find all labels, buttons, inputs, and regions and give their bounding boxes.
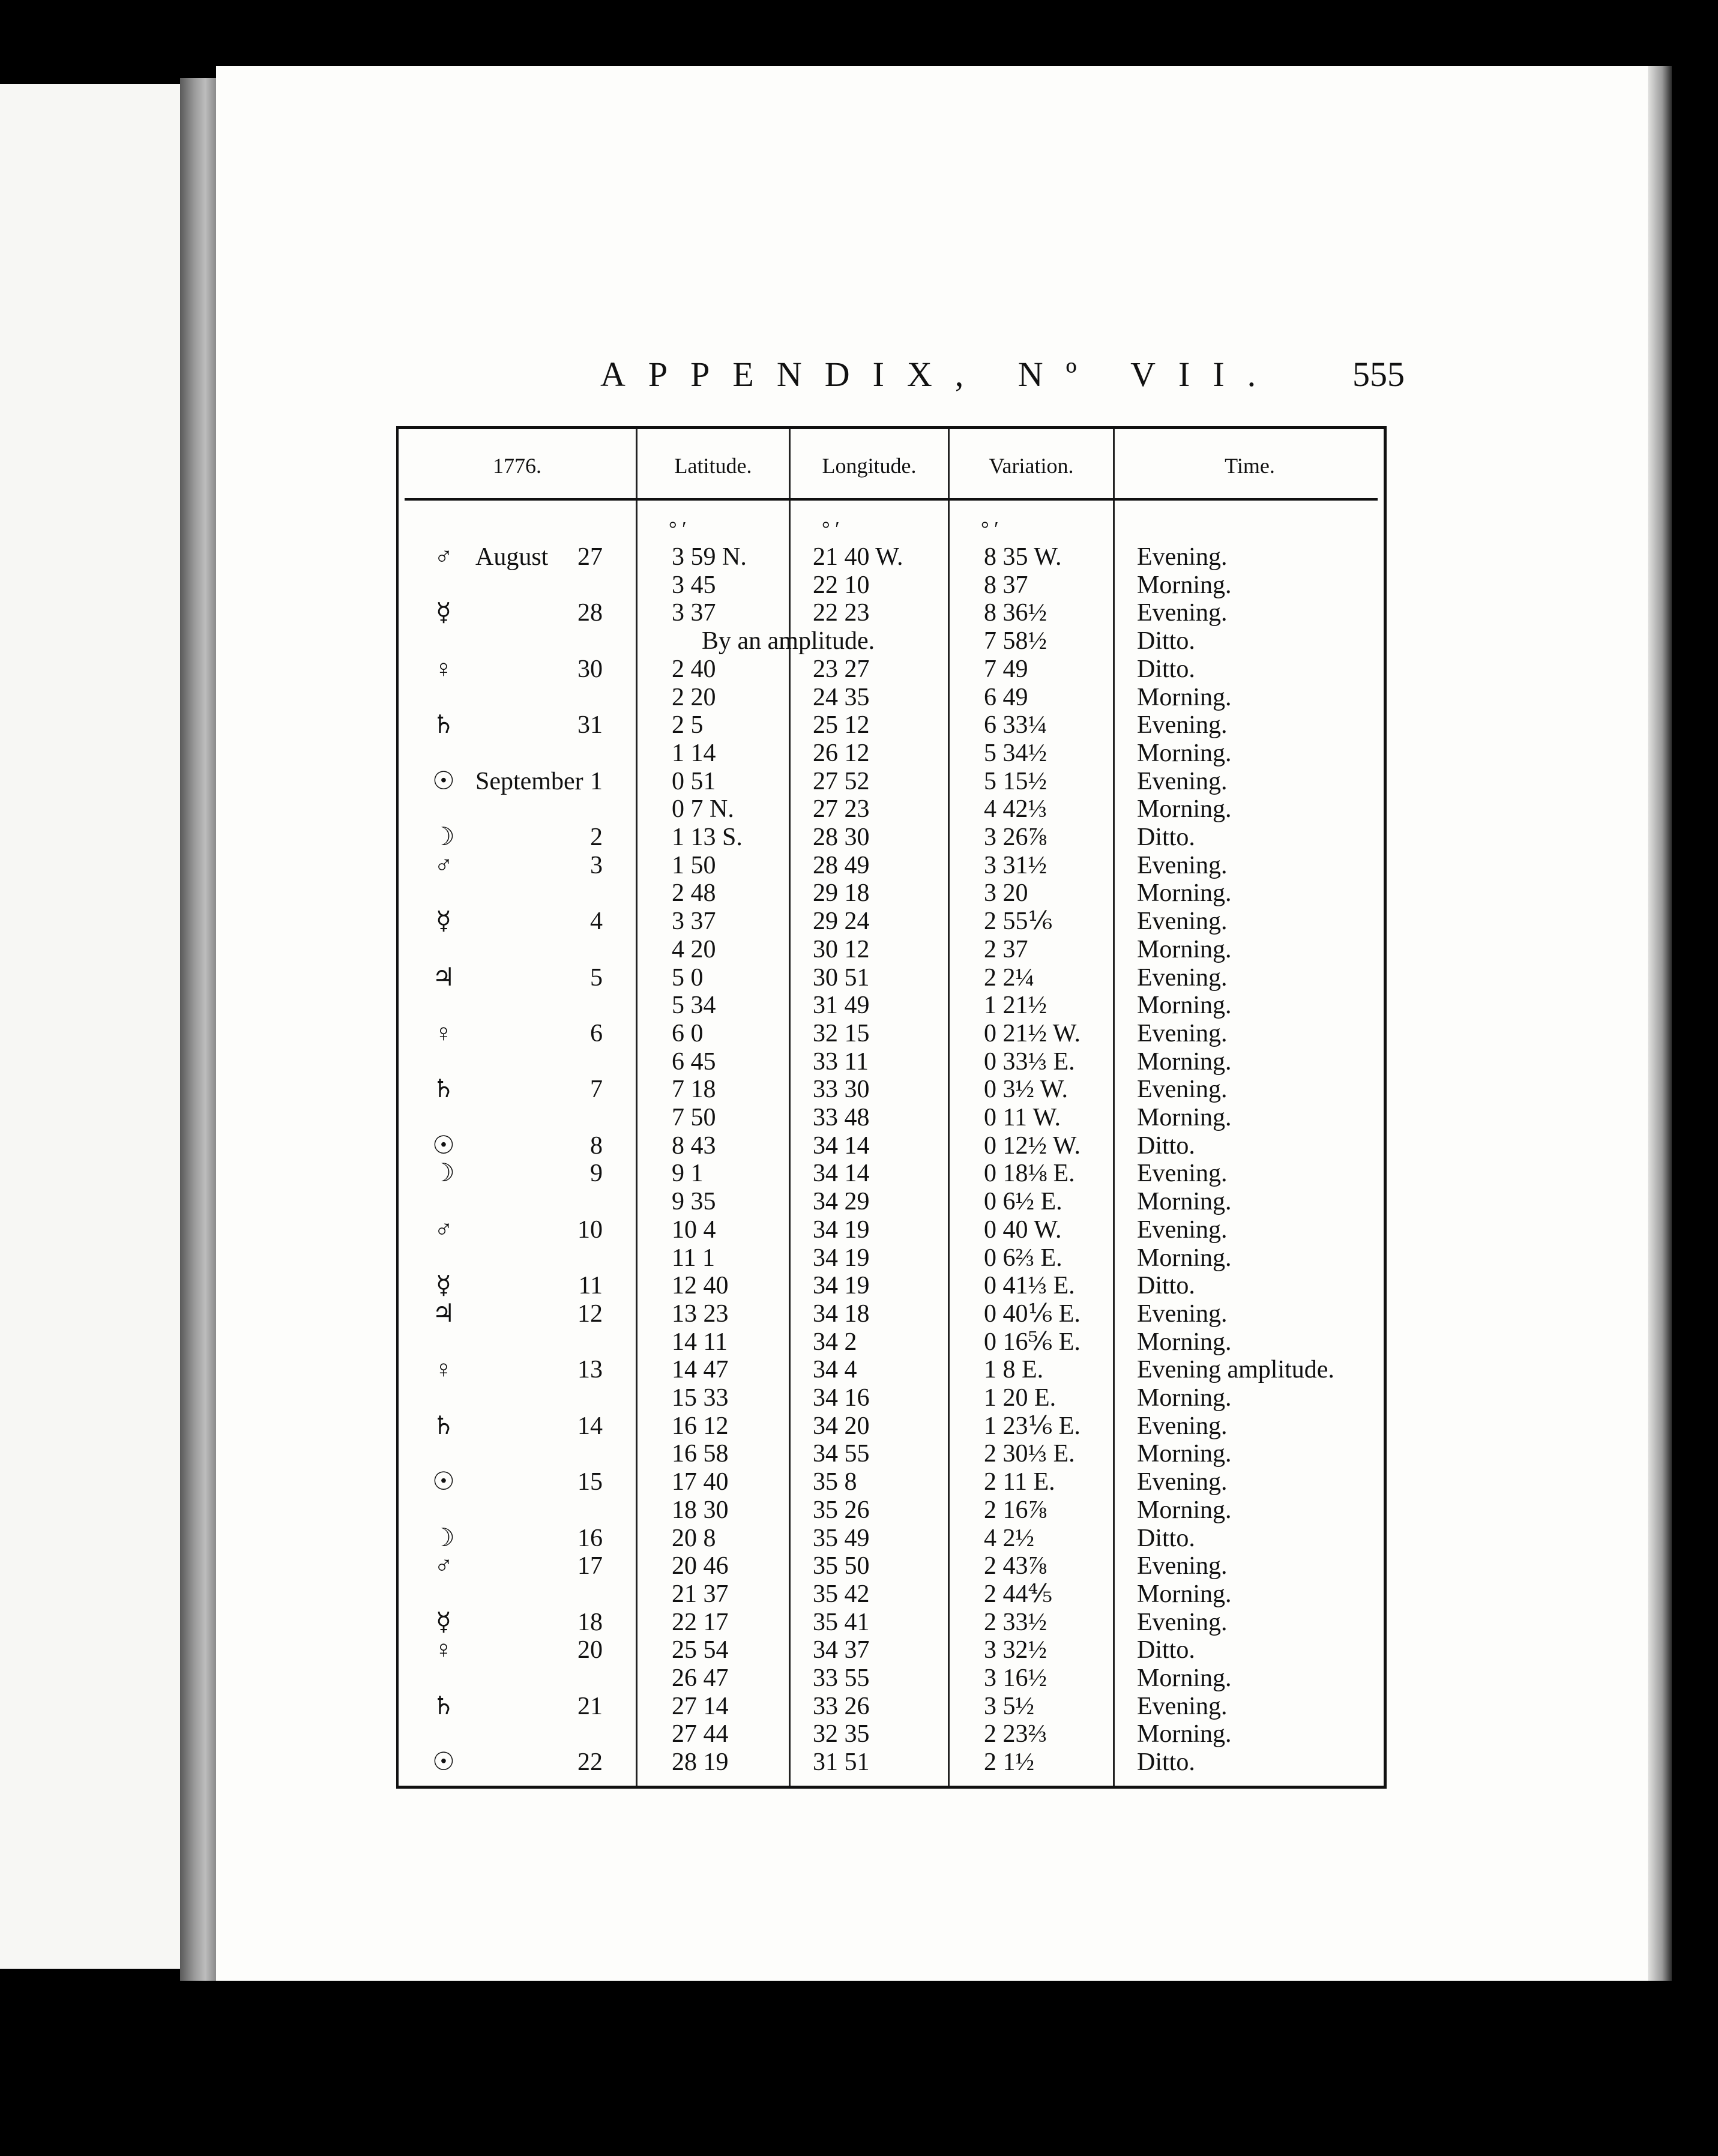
time-cell: Ditto. xyxy=(1137,1524,1195,1552)
variation-cell: 5 34½ xyxy=(984,739,1047,767)
variation-cell: 0 33⅓ E. xyxy=(984,1047,1075,1076)
latitude-cell: 9 35 xyxy=(672,1188,716,1216)
latitude-cell: 15 33 xyxy=(672,1384,729,1412)
table-row xyxy=(399,1525,1384,1553)
latitude-cell: 5 0 xyxy=(672,963,704,992)
time-cell: Morning. xyxy=(1137,1328,1232,1356)
time-cell: Evening. xyxy=(1137,1215,1228,1244)
planet-symbol: ☽ xyxy=(432,1524,455,1552)
variation-cell: 0 11 W. xyxy=(984,1104,1061,1131)
table-row xyxy=(399,1076,1384,1104)
col-head-year: 1776. xyxy=(493,454,541,478)
time-cell: Morning. xyxy=(1137,1384,1232,1412)
variation-cell: 2 1½ xyxy=(984,1748,1034,1777)
variation-cell: 2 43⅞ xyxy=(984,1552,1047,1580)
longitude-cell: 34 18 xyxy=(813,1299,870,1328)
longitude-cell: 35 41 xyxy=(813,1608,870,1636)
planet-symbol: ☿ xyxy=(436,599,451,627)
table-row xyxy=(399,1104,1384,1132)
time-cell: Evening. xyxy=(1137,767,1228,795)
latitude-cell: 8 43 xyxy=(672,1131,716,1160)
variation-cell: 0 12½ W. xyxy=(984,1131,1081,1160)
planet-symbol: ♂ xyxy=(434,851,453,879)
table-row xyxy=(399,1160,1384,1188)
variation-cell: 6 33¼ xyxy=(984,711,1047,739)
latitude-cell: 18 30 xyxy=(672,1496,729,1524)
planet-symbol: ♄ xyxy=(432,1692,455,1720)
longitude-cell: 21 40 W. xyxy=(813,543,903,571)
variation-cell: 0 3½ W. xyxy=(984,1076,1068,1104)
table-row xyxy=(399,824,1384,852)
table-row xyxy=(399,879,1384,908)
table-row xyxy=(399,571,1384,600)
day-cell: 7 xyxy=(590,1076,603,1104)
table-row xyxy=(399,1244,1384,1272)
time-cell: Ditto. xyxy=(1137,1636,1195,1664)
latitude-cell: 3 59 N. xyxy=(672,543,747,571)
table-row xyxy=(399,1748,1384,1777)
running-head: APPENDIX, Nº VII. xyxy=(600,355,1279,394)
day-cell: 5 xyxy=(590,963,603,992)
day-cell: 31 xyxy=(577,711,603,739)
time-cell: Morning. xyxy=(1137,935,1232,963)
table-row xyxy=(399,1664,1384,1693)
table-row xyxy=(399,1496,1384,1525)
time-cell: Morning. xyxy=(1137,879,1232,908)
longitude-cell: 35 49 xyxy=(813,1524,870,1552)
variation-cell: 4 2½ xyxy=(984,1524,1034,1552)
table-row xyxy=(399,936,1384,964)
latitude-degree-marks: ° ′ xyxy=(669,518,687,540)
table-row xyxy=(399,1636,1384,1664)
table-row xyxy=(399,1020,1384,1048)
latitude-cell: 1 50 xyxy=(672,851,716,879)
day-cell: 9 xyxy=(590,1160,603,1188)
longitude-cell: 31 49 xyxy=(813,992,870,1020)
time-cell: Ditto. xyxy=(1137,627,1195,655)
time-cell: Evening. xyxy=(1137,851,1228,879)
time-cell: Evening. xyxy=(1137,543,1228,571)
planet-symbol: ♀ xyxy=(434,655,453,683)
variation-cell: 2 16⅞ xyxy=(984,1496,1047,1524)
table-row xyxy=(399,1552,1384,1580)
latitude-cell: 14 11 xyxy=(672,1328,728,1356)
variation-cell: 0 16⅚ E. xyxy=(984,1328,1081,1356)
longitude-cell: 35 50 xyxy=(813,1552,870,1580)
time-cell: Morning. xyxy=(1137,1664,1232,1692)
time-cell: Morning. xyxy=(1137,992,1232,1020)
table-row xyxy=(399,543,1384,571)
longitude-cell: 33 11 xyxy=(813,1047,869,1076)
time-cell: Evening. xyxy=(1137,1468,1228,1496)
longitude-cell: 33 48 xyxy=(813,1104,870,1131)
latitude-cell: 1 14 xyxy=(672,739,716,767)
planet-symbol: ♄ xyxy=(432,1076,455,1104)
planet-symbol: ♀ xyxy=(434,1636,453,1664)
longitude-cell: 35 42 xyxy=(813,1580,870,1608)
time-cell: Ditto. xyxy=(1137,655,1195,683)
longitude-cell: 26 12 xyxy=(813,739,870,767)
table-row xyxy=(399,768,1384,796)
time-cell: Morning. xyxy=(1137,1720,1232,1748)
longitude-cell: 34 4 xyxy=(813,1356,857,1384)
table-row xyxy=(399,1468,1384,1496)
col-head-latitude: Latitude. xyxy=(674,454,752,478)
latitude-cell: 25 54 xyxy=(672,1636,729,1664)
time-cell: Morning. xyxy=(1137,571,1232,599)
planet-symbol: ♂ xyxy=(434,543,453,571)
time-cell: Evening. xyxy=(1137,908,1228,936)
latitude-cell: 7 50 xyxy=(672,1104,716,1131)
longitude-cell: 30 51 xyxy=(813,963,870,992)
longitude-cell: 27 52 xyxy=(813,767,870,795)
planet-symbol: ☉ xyxy=(432,1748,455,1777)
day-cell: 12 xyxy=(577,1299,603,1328)
table-row xyxy=(399,599,1384,627)
variation-cell: 2 33½ xyxy=(984,1608,1047,1636)
latitude-cell: 14 47 xyxy=(672,1356,729,1384)
col-head-variation: Variation. xyxy=(989,454,1074,478)
month-cell: September xyxy=(475,767,583,795)
variation-cell: 8 36½ xyxy=(984,599,1047,627)
book-spine xyxy=(180,78,216,1981)
time-cell: Morning. xyxy=(1137,1496,1232,1524)
variation-cell: 2 55⅙ xyxy=(984,908,1053,936)
planet-symbol: ☉ xyxy=(432,1468,455,1496)
longitude-cell: 34 29 xyxy=(813,1188,870,1216)
day-cell: 10 xyxy=(577,1215,603,1244)
longitude-cell: 34 2 xyxy=(813,1328,857,1356)
latitude-cell: 3 45 xyxy=(672,571,716,599)
latitude-cell: 7 18 xyxy=(672,1076,716,1104)
day-cell: 30 xyxy=(577,655,603,683)
latitude-cell: 2 5 xyxy=(672,711,704,739)
planet-symbol: ♂ xyxy=(434,1215,453,1244)
longitude-cell: 35 8 xyxy=(813,1468,857,1496)
time-cell: Evening. xyxy=(1137,1412,1228,1440)
variation-cell: 1 23⅙ E. xyxy=(984,1412,1081,1440)
longitude-cell: 22 23 xyxy=(813,599,870,627)
time-cell: Evening. xyxy=(1137,1160,1228,1188)
time-cell: Ditto. xyxy=(1137,1748,1195,1777)
planet-symbol: ♄ xyxy=(432,711,455,739)
latitude-cell: 2 40 xyxy=(672,655,716,683)
longitude-cell: 34 14 xyxy=(813,1160,870,1188)
table-row xyxy=(399,1216,1384,1244)
latitude-cell: 27 44 xyxy=(672,1720,729,1748)
time-cell: Evening. xyxy=(1137,711,1228,739)
latitude-cell: 17 40 xyxy=(672,1468,729,1496)
facing-page-edge xyxy=(0,84,180,1969)
variation-cell: 0 40⅙ E. xyxy=(984,1299,1081,1328)
variation-cell: 0 41⅓ E. xyxy=(984,1272,1075,1300)
variation-cell: 2 37 xyxy=(984,935,1028,963)
latitude-cell: 20 8 xyxy=(672,1524,716,1552)
longitude-cell: 34 16 xyxy=(813,1384,870,1412)
day-cell: 6 xyxy=(590,1019,603,1047)
table-row xyxy=(399,655,1384,684)
day-cell: 17 xyxy=(577,1552,603,1580)
longitude-cell: 33 55 xyxy=(813,1664,870,1692)
latitude-cell: 6 45 xyxy=(672,1047,716,1076)
time-cell: Evening. xyxy=(1137,1299,1228,1328)
planet-symbol: ☽ xyxy=(432,1160,455,1188)
table-row xyxy=(399,964,1384,992)
longitude-cell: 34 37 xyxy=(813,1636,870,1664)
latitude-cell: 27 14 xyxy=(672,1692,729,1720)
day-cell: 2 xyxy=(590,824,603,851)
time-cell: Evening. xyxy=(1137,599,1228,627)
longitude-cell: 34 55 xyxy=(813,1440,870,1468)
table-row xyxy=(399,908,1384,936)
variation-degree-marks: ° ′ xyxy=(981,518,999,540)
table-row xyxy=(399,795,1384,824)
table-row xyxy=(399,1384,1384,1412)
latitude-cell: 16 58 xyxy=(672,1440,729,1468)
day-cell: 3 xyxy=(590,851,603,879)
day-cell: 27 xyxy=(577,543,603,571)
time-cell: Ditto. xyxy=(1137,1131,1195,1160)
latitude-cell: 10 4 xyxy=(672,1215,716,1244)
time-cell: Evening. xyxy=(1137,1692,1228,1720)
planet-symbol: ♀ xyxy=(434,1019,453,1047)
longitude-cell: 34 19 xyxy=(813,1272,870,1300)
longitude-cell: 34 19 xyxy=(813,1215,870,1244)
day-cell: 22 xyxy=(577,1748,603,1777)
longitude-cell: 35 26 xyxy=(813,1496,870,1524)
time-cell: Morning. xyxy=(1137,683,1232,711)
table-row xyxy=(399,1580,1384,1609)
longitude-cell: 32 35 xyxy=(813,1720,870,1748)
longitude-cell: 27 23 xyxy=(813,795,870,824)
variation-cell: 6 49 xyxy=(984,683,1028,711)
latitude-cell: 3 37 xyxy=(672,599,716,627)
latitude-cell: 16 12 xyxy=(672,1412,729,1440)
longitude-cell: 34 19 xyxy=(813,1244,870,1272)
longitude-cell: 23 27 xyxy=(813,655,870,683)
latitude-cell: 20 46 xyxy=(672,1552,729,1580)
time-cell: Morning. xyxy=(1137,739,1232,767)
month-cell: August xyxy=(475,543,549,571)
page-edge-shadow xyxy=(1648,66,1672,1981)
col-head-time: Time. xyxy=(1225,454,1275,478)
longitude-cell: 29 24 xyxy=(813,908,870,936)
planet-symbol: ♀ xyxy=(434,1356,453,1384)
time-cell: Morning. xyxy=(1137,1244,1232,1272)
table-row xyxy=(399,1328,1384,1357)
table-row xyxy=(399,852,1384,880)
planet-symbol: ☉ xyxy=(432,1131,455,1160)
variation-cell: 2 44⅘ xyxy=(984,1580,1053,1608)
table-row xyxy=(399,1300,1384,1328)
variation-cell: 3 16½ xyxy=(984,1664,1047,1692)
table-row xyxy=(399,1440,1384,1468)
variation-cell: 0 18⅛ E. xyxy=(984,1160,1075,1188)
day-cell: 21 xyxy=(577,1692,603,1720)
time-cell: Evening. xyxy=(1137,1076,1228,1104)
variation-cell: 8 37 xyxy=(984,571,1028,599)
header-rule xyxy=(405,498,1378,501)
variation-cell: 1 20 E. xyxy=(984,1384,1056,1412)
latitude-cell: 2 48 xyxy=(672,879,716,908)
longitude-cell: 31 51 xyxy=(813,1748,870,1777)
time-cell: Morning. xyxy=(1137,1440,1232,1468)
day-cell: 4 xyxy=(590,908,603,936)
latitude-cell: 0 7 N. xyxy=(672,795,734,824)
longitude-cell: 33 26 xyxy=(813,1692,870,1720)
observation-table xyxy=(396,426,1387,1789)
latitude-cell: 9 1 xyxy=(672,1160,704,1188)
longitude-cell: 22 10 xyxy=(813,571,870,599)
table-row xyxy=(399,1412,1384,1441)
variation-cell: 3 5½ xyxy=(984,1692,1034,1720)
latitude-cell: 21 37 xyxy=(672,1580,729,1608)
latitude-cell: 4 20 xyxy=(672,935,716,963)
row-note: By an amplitude. xyxy=(702,627,875,655)
variation-cell: 7 49 xyxy=(984,655,1028,683)
day-cell: 28 xyxy=(577,599,603,627)
page-number: 555 xyxy=(1352,355,1405,394)
latitude-cell: 6 0 xyxy=(672,1019,704,1047)
time-cell: Morning. xyxy=(1137,1580,1232,1608)
day-cell: 15 xyxy=(577,1468,603,1496)
latitude-cell: 26 47 xyxy=(672,1664,729,1692)
planet-symbol: ♄ xyxy=(432,1412,455,1440)
table-row xyxy=(399,1132,1384,1160)
longitude-cell: 32 15 xyxy=(813,1019,870,1047)
latitude-cell: 12 40 xyxy=(672,1272,729,1300)
latitude-cell: 13 23 xyxy=(672,1299,729,1328)
table-row xyxy=(399,1693,1384,1721)
latitude-cell: 28 19 xyxy=(672,1748,729,1777)
latitude-cell: 2 20 xyxy=(672,683,716,711)
day-cell: 16 xyxy=(577,1524,603,1552)
latitude-cell: 1 13 S. xyxy=(672,824,743,851)
variation-cell: 3 32½ xyxy=(984,1636,1047,1664)
table-row xyxy=(399,739,1384,768)
longitude-cell: 33 30 xyxy=(813,1076,870,1104)
variation-cell: 7 58½ xyxy=(984,627,1047,655)
variation-cell: 3 20 xyxy=(984,879,1028,908)
longitude-cell: 29 18 xyxy=(813,879,870,908)
table-row xyxy=(399,711,1384,739)
variation-cell: 2 2¼ xyxy=(984,963,1034,992)
longitude-cell: 28 49 xyxy=(813,851,870,879)
day-cell: 8 xyxy=(590,1131,603,1160)
time-cell: Evening. xyxy=(1137,1552,1228,1580)
variation-cell: 3 26⅞ xyxy=(984,824,1047,851)
col-head-longitude: Longitude. xyxy=(822,454,917,478)
variation-cell: 2 11 E. xyxy=(984,1468,1055,1496)
planet-symbol: ☽ xyxy=(432,824,455,851)
longitude-cell: 34 20 xyxy=(813,1412,870,1440)
longitude-cell: 34 14 xyxy=(813,1131,870,1160)
day-cell: 20 xyxy=(577,1636,603,1664)
latitude-cell: 5 34 xyxy=(672,992,716,1020)
table-row xyxy=(399,1188,1384,1216)
latitude-cell: 0 51 xyxy=(672,767,716,795)
time-cell: Evening. xyxy=(1137,1019,1228,1047)
latitude-cell: 11 1 xyxy=(672,1244,715,1272)
variation-cell: 3 31½ xyxy=(984,851,1047,879)
table-row xyxy=(399,1272,1384,1300)
planet-symbol: ♂ xyxy=(434,1552,453,1580)
longitude-degree-marks: ° ′ xyxy=(822,518,840,540)
variation-cell: 4 42⅓ xyxy=(984,795,1047,824)
time-cell: Evening amplitude. xyxy=(1137,1356,1334,1384)
longitude-cell: 24 35 xyxy=(813,683,870,711)
day-cell: 11 xyxy=(578,1272,603,1300)
time-cell: Ditto. xyxy=(1137,1272,1195,1300)
table-row xyxy=(399,1356,1384,1384)
day-cell: 18 xyxy=(577,1608,603,1636)
day-cell: 1 xyxy=(590,767,603,795)
table-row xyxy=(399,1720,1384,1748)
variation-cell: 2 23⅔ xyxy=(984,1720,1047,1748)
table-row xyxy=(399,627,1384,655)
variation-cell: 5 15½ xyxy=(984,767,1047,795)
time-cell: Evening. xyxy=(1137,1608,1228,1636)
table-row xyxy=(399,684,1384,712)
time-cell: Morning. xyxy=(1137,795,1232,824)
variation-cell: 8 35 W. xyxy=(984,543,1062,571)
planet-symbol: ♃ xyxy=(432,963,455,992)
time-cell: Evening. xyxy=(1137,963,1228,992)
variation-cell: 2 30⅓ E. xyxy=(984,1440,1075,1468)
variation-cell: 1 21½ xyxy=(984,992,1047,1020)
time-cell: Morning. xyxy=(1137,1104,1232,1131)
variation-cell: 0 6⅔ E. xyxy=(984,1244,1062,1272)
latitude-cell: 3 37 xyxy=(672,908,716,936)
planet-symbol: ☿ xyxy=(436,1608,451,1636)
time-cell: Ditto. xyxy=(1137,824,1195,851)
latitude-cell: 22 17 xyxy=(672,1608,729,1636)
longitude-cell: 25 12 xyxy=(813,711,870,739)
planet-symbol: ☿ xyxy=(436,1272,451,1300)
variation-cell: 1 8 E. xyxy=(984,1356,1044,1384)
variation-cell: 0 40 W. xyxy=(984,1215,1062,1244)
table-row xyxy=(399,992,1384,1020)
variation-cell: 0 6½ E. xyxy=(984,1188,1062,1216)
day-cell: 13 xyxy=(577,1356,603,1384)
planet-symbol: ☉ xyxy=(432,767,455,795)
time-cell: Morning. xyxy=(1137,1047,1232,1076)
planet-symbol: ♃ xyxy=(432,1299,455,1328)
longitude-cell: 30 12 xyxy=(813,935,870,963)
time-cell: Morning. xyxy=(1137,1188,1232,1216)
longitude-cell: 28 30 xyxy=(813,824,870,851)
table-row xyxy=(399,1609,1384,1637)
day-cell: 14 xyxy=(577,1412,603,1440)
table-row xyxy=(399,1048,1384,1076)
planet-symbol: ☿ xyxy=(436,908,451,936)
variation-cell: 0 21½ W. xyxy=(984,1019,1081,1047)
